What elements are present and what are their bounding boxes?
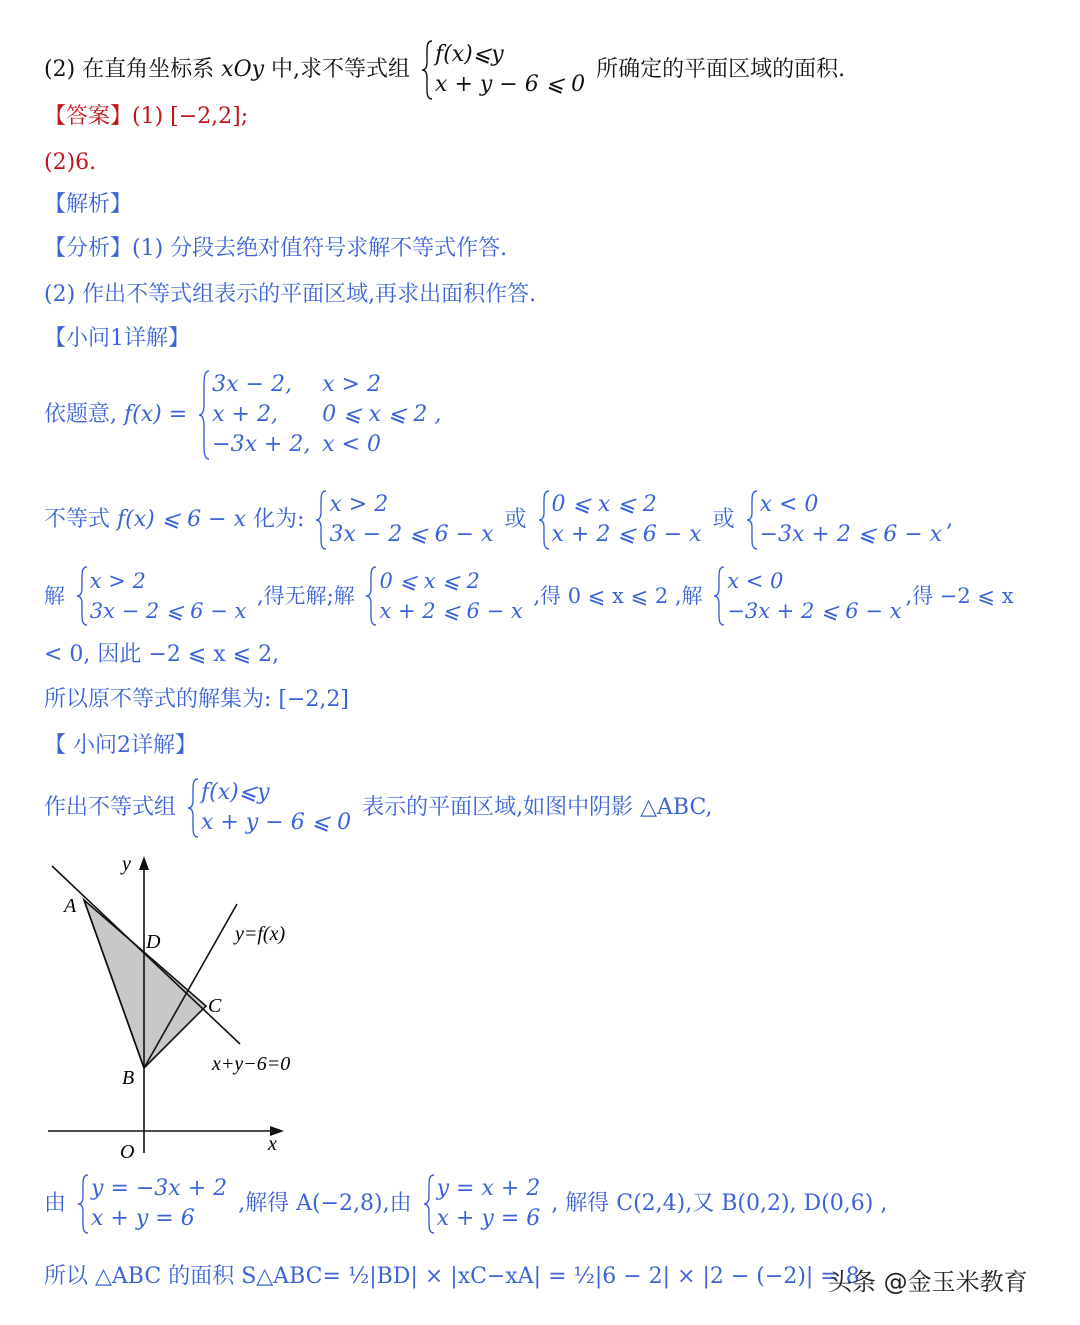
solve-eq-system-2 [423,1174,541,1234]
fenxi-line-1 [44,234,507,264]
solve-eq-system-1 [77,1174,227,1234]
conclusion-line: 所以原不等式的解集为: [−2,2] [44,687,349,712]
sub2-system [187,778,351,838]
label-x: x [268,1133,277,1155]
y-axis-arrow-icon [139,856,149,870]
solve-system-2 [365,566,522,626]
shaded-triangle-abc [84,900,206,1068]
answer-line-2: (2)6. [44,150,97,175]
brace-icon [77,1174,89,1234]
question-2 [44,40,845,100]
eq-row: x + y = 6 [91,1206,195,1231]
piece-cond: x > 2 [322,372,381,397]
eq-row: y = −3x + 2 [91,1176,228,1201]
brace-icon [746,490,758,550]
case-row: 0 ⩽ x ⩽ 2 [379,569,480,593]
piece-expr: −3x + 2, [212,432,311,457]
piecewise-line [44,370,445,460]
answer-label: 【答案】 [44,104,133,129]
solve-system-3 [713,566,901,626]
case-row: −3x + 2 ⩽ 6 − x [759,522,943,547]
fenxi-text1: (1) 分段去绝对值符号求解不等式作答. [132,236,508,261]
case-row: −3x + 2 ⩽ 6 − x [727,599,902,623]
label-y: y [122,853,131,875]
label-a: A [64,895,77,917]
piece-row [212,370,441,400]
jie-word: 解 [44,584,65,608]
solve-line [44,1174,887,1234]
sub1-intro: 依题意, [44,402,117,427]
q2-prefix: (2) 在直角坐标系 [44,57,215,82]
solution-line [44,566,1014,626]
piece-cond: x < 0 [322,432,381,457]
sub2-intro: 作出不等式组 [44,795,177,820]
brace-icon [76,566,88,626]
watermark: 头条 @金玉米教育 [828,1268,1028,1296]
case-system-1 [315,490,493,550]
sub2-sys-row2: x + y − 6 ⩽ 0 [201,810,352,835]
label-curve: y=f(x) [235,923,286,945]
piece-cond: 0 ⩽ x ⩽ 2 , [322,402,442,427]
fenxi-line-2: (2) 作出不等式组表示的平面区域,再求出面积作答. [44,282,537,307]
inequality-line [44,490,953,550]
or-word: 或 [712,507,735,532]
case-row: 0 ⩽ x ⩽ 2 [551,492,657,517]
result-3: ,得 −2 ⩽ x [905,584,1014,608]
case-row: x < 0 [727,569,784,593]
brace-icon [538,490,550,550]
case-system-2 [538,490,702,550]
ineq-expr: f(x) ⩽ 6 − x [117,507,246,532]
brace-icon [315,490,327,550]
q2-sys-row1: f(x)⩽y [435,42,504,67]
answer-part1: (1) [−2,2]; [132,104,249,129]
piece-expr: x + 2, [212,402,278,427]
case-row: x < 0 [759,492,819,517]
eq-row: y = x + 2 [436,1176,541,1201]
case-row: 3x − 2 ⩽ 6 − x [89,599,247,623]
sub2-sys-row1: f(x)⩽y [201,780,270,805]
brace-icon [198,370,210,460]
label-b: B [122,1067,135,1089]
piece-row [212,400,441,430]
q2-xoy: xOy [221,57,265,82]
label-line: x+y−6=0 [212,1053,291,1075]
case-row: 3x − 2 ⩽ 6 − x [329,522,494,547]
ineq-comma: , [946,507,954,532]
answer-line-1 [44,102,248,132]
brace-icon [423,1174,435,1234]
brace-icon [187,778,199,838]
piece-row [212,430,441,460]
brace-icon [421,40,433,100]
q2-sys-row2: x + y − 6 ⩽ 0 [435,72,586,97]
result-1: ,得无解;解 [256,584,355,608]
q2-mid: 中,求不等式组 [271,57,411,82]
piecewise-system [198,370,441,460]
label-d: D [146,931,161,953]
brace-icon [365,566,377,626]
case-row: x > 2 [329,492,389,517]
solve-t1: ,解得 A(−2,8),由 [238,1191,412,1216]
sub1-fx: f(x) = [124,402,188,427]
q2-system [421,40,585,100]
or-word: 或 [504,507,527,532]
region-figure [40,848,320,1158]
solve-you: 由 [44,1191,67,1216]
area-line: 所以 △ABC 的面积 S△ABC= ½|BD| × |xC−xA| = ½|6 − 2| × |2 − (−2)| = 8 [44,1264,860,1289]
label-c: C [208,995,222,1017]
eq-row: x + y = 6 [436,1206,541,1231]
result-2: ,得 0 ⩽ x ⩽ 2 ,解 [533,584,703,608]
q2-suffix: 所确定的平面区域的面积. [596,57,846,82]
case-system-3 [746,490,943,550]
solve-system-1 [76,566,247,626]
ineq-mid: 化为: [252,507,305,532]
ineq-prefix: 不等式 [44,507,111,532]
solve-t2: , 解得 C(2,4),又 B(0,2), D(0,6) , [551,1191,888,1216]
sub2-intro-line [44,778,713,838]
piece-expr: 3x − 2, [212,372,292,397]
fenxi-label: 【分析】 [44,236,133,261]
label-origin: O [120,1141,135,1158]
case-row: x + 2 ⩽ 6 − x [551,522,702,547]
sub1-title: 【小问1详解】 [44,326,190,351]
case-row: x + 2 ⩽ 6 − x [379,599,523,623]
jiexi-heading: 【解析】 [44,192,133,217]
sub2-after: 表示的平面区域,如图中阴影 △ABC, [362,795,713,820]
sub2-title: 【 小问2详解】 [44,733,197,758]
brace-icon [713,566,725,626]
case-row: x > 2 [89,569,146,593]
continuation-line: < 0, 因此 −2 ⩽ x ⩽ 2, [44,642,280,667]
